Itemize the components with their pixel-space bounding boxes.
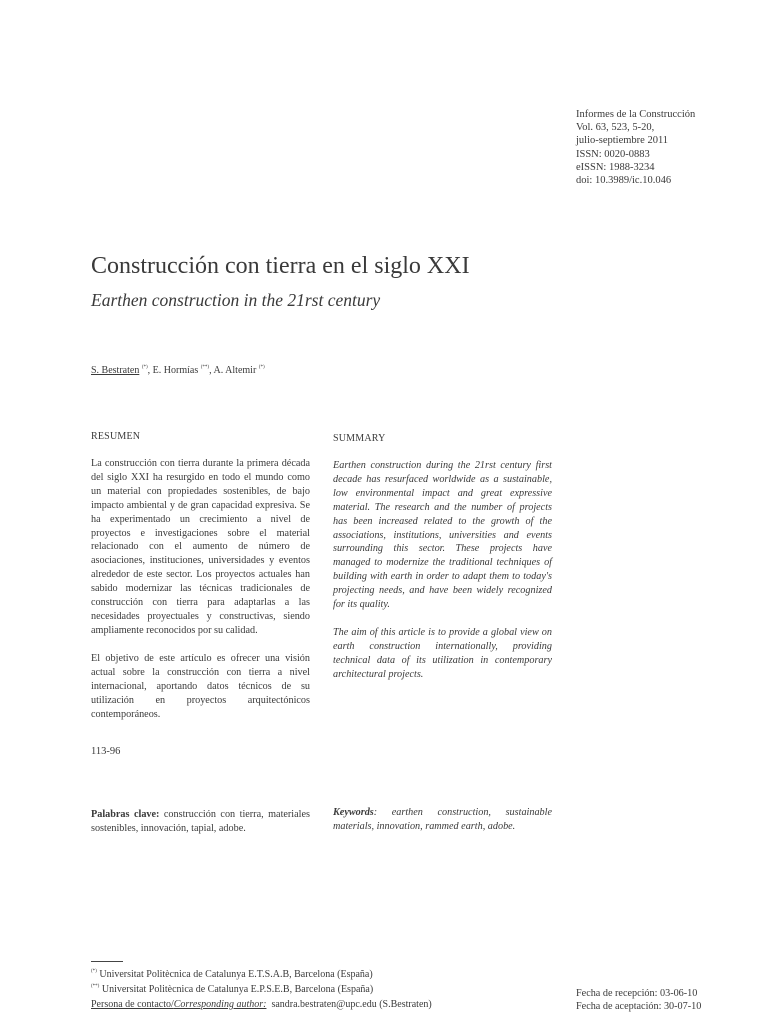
author-name: E. Hormías (152, 365, 199, 376)
journal-name: Informes de la Construcción (576, 109, 696, 120)
journal-issn: ISSN: 0020-0883 (576, 148, 650, 160)
keywords-text: : earthen construction, sustainable materials, innovation, rammed earth, adobe. (333, 807, 552, 832)
contact-label: Persona de contacto/ (91, 999, 174, 1010)
accepted-date: Fecha de aceptación: 30-07-10 (576, 1001, 702, 1012)
author-affiliation-mark: (**) (200, 365, 210, 370)
journal-period: julio-septiembre 2011 (576, 135, 669, 147)
affiliation-mark: (**) (91, 984, 100, 989)
footnote-divider (91, 961, 123, 962)
article-code: 113-96 (91, 746, 121, 757)
resumen-body-2 (91, 652, 310, 722)
affiliation-mark: (*) (91, 969, 97, 974)
summary-paragraph: The aim of this article is to provide a global view on earth construction internationally, providing technical data of its utilization in contemporary architectural projects. (333, 627, 552, 680)
resumen-heading: RESUMEN (91, 431, 141, 442)
affiliation-text: Universitat Politècnica de Catalunya E.P.S.E.B, Barcelona (España) (99, 984, 374, 995)
keywords-label: Keywords (333, 807, 374, 818)
summary-paragraph: Earthen construction during the 21rst century first decade has resurfaced worldwide as a sustainable, low environmental impact and great expressive material. The research and the number of projects has been increased related to the growth of the associations, institutions, universities and events surrounding this sector. These projects have managed to modernize the traditional techniques of building with earth in order to adapt them to today's projecting needs, and have been widely recognized for its quality. (333, 460, 552, 611)
title-english: Earthen construction in the 21rst century (91, 290, 381, 310)
keywords-label: Palabras clave: (91, 809, 160, 820)
contact-footnote (91, 999, 432, 1010)
author-list (91, 365, 265, 376)
contact-email: sandra.bestraten@upc.edu (S.Bestraten) (266, 999, 432, 1010)
resumen-paragraph: El objetivo de este artículo es ofrecer una visión actual sobre la construcción con tierra a nivel internacional, aportando datos técnicos de su utilización en proyectos arquitectónicos contemporáneos. (91, 653, 310, 720)
affiliation-text: Universitat Politècnica de Catalunya E.T.S.A.B, Barcelona (España) (96, 969, 373, 980)
journal-volume: Vol. 63, 523, 5-20, (576, 122, 655, 134)
author-affiliation-mark: (*) (141, 365, 148, 370)
affiliation-footnote (91, 984, 373, 995)
keywords-spanish (91, 808, 310, 835)
summary-body (333, 459, 552, 612)
journal-info (576, 108, 756, 187)
author-name: S. Bestraten (91, 365, 140, 376)
journal-eissn: eISSN: 1988-3234 (576, 161, 655, 173)
summary-heading: SUMMARY (333, 433, 386, 444)
author-separator: , (147, 365, 153, 376)
journal-doi: doi: 10.3989/ic.10.046 (576, 175, 672, 187)
contact-label-english: Corresponding author: (173, 999, 267, 1010)
received-date: Fecha de recepción: 03-06-10 (576, 988, 698, 999)
author-name: A. Altemir (213, 365, 257, 376)
author-separator: , (209, 365, 214, 376)
keywords-english (333, 806, 552, 833)
affiliation-footnote (91, 969, 373, 980)
title-spanish: Construcción con tierra en el siglo XXI (91, 253, 470, 279)
resumen-body (91, 457, 310, 638)
keywords-text: construcción con tierra, materiales sostenibles, innovación, tapial, adobe. (91, 809, 310, 834)
resumen-paragraph: La construcción con tierra durante la primera década del siglo XXI ha resurgido en todo el mundo como un material con propiedades sostenibles, de bajo impacto ambiental y de gran capacidad expresiva. Se ha experimentado un crecimiento a nivel de proyectos e investigaciones sobre el material relacionado con el aumento de número de asociaciones, instituciones, universidades y eventos alrededor de este sector. Los proyectos actuales han sabido modernizar las técnicas tradicionales de construcción con tierra para adaptarlas a las necesidades proyectuales y constructivas, siendo ampliamente reconocidos por su calidad. (91, 458, 310, 636)
author-affiliation-mark: (*) (258, 365, 265, 370)
summary-body-2 (333, 626, 552, 682)
